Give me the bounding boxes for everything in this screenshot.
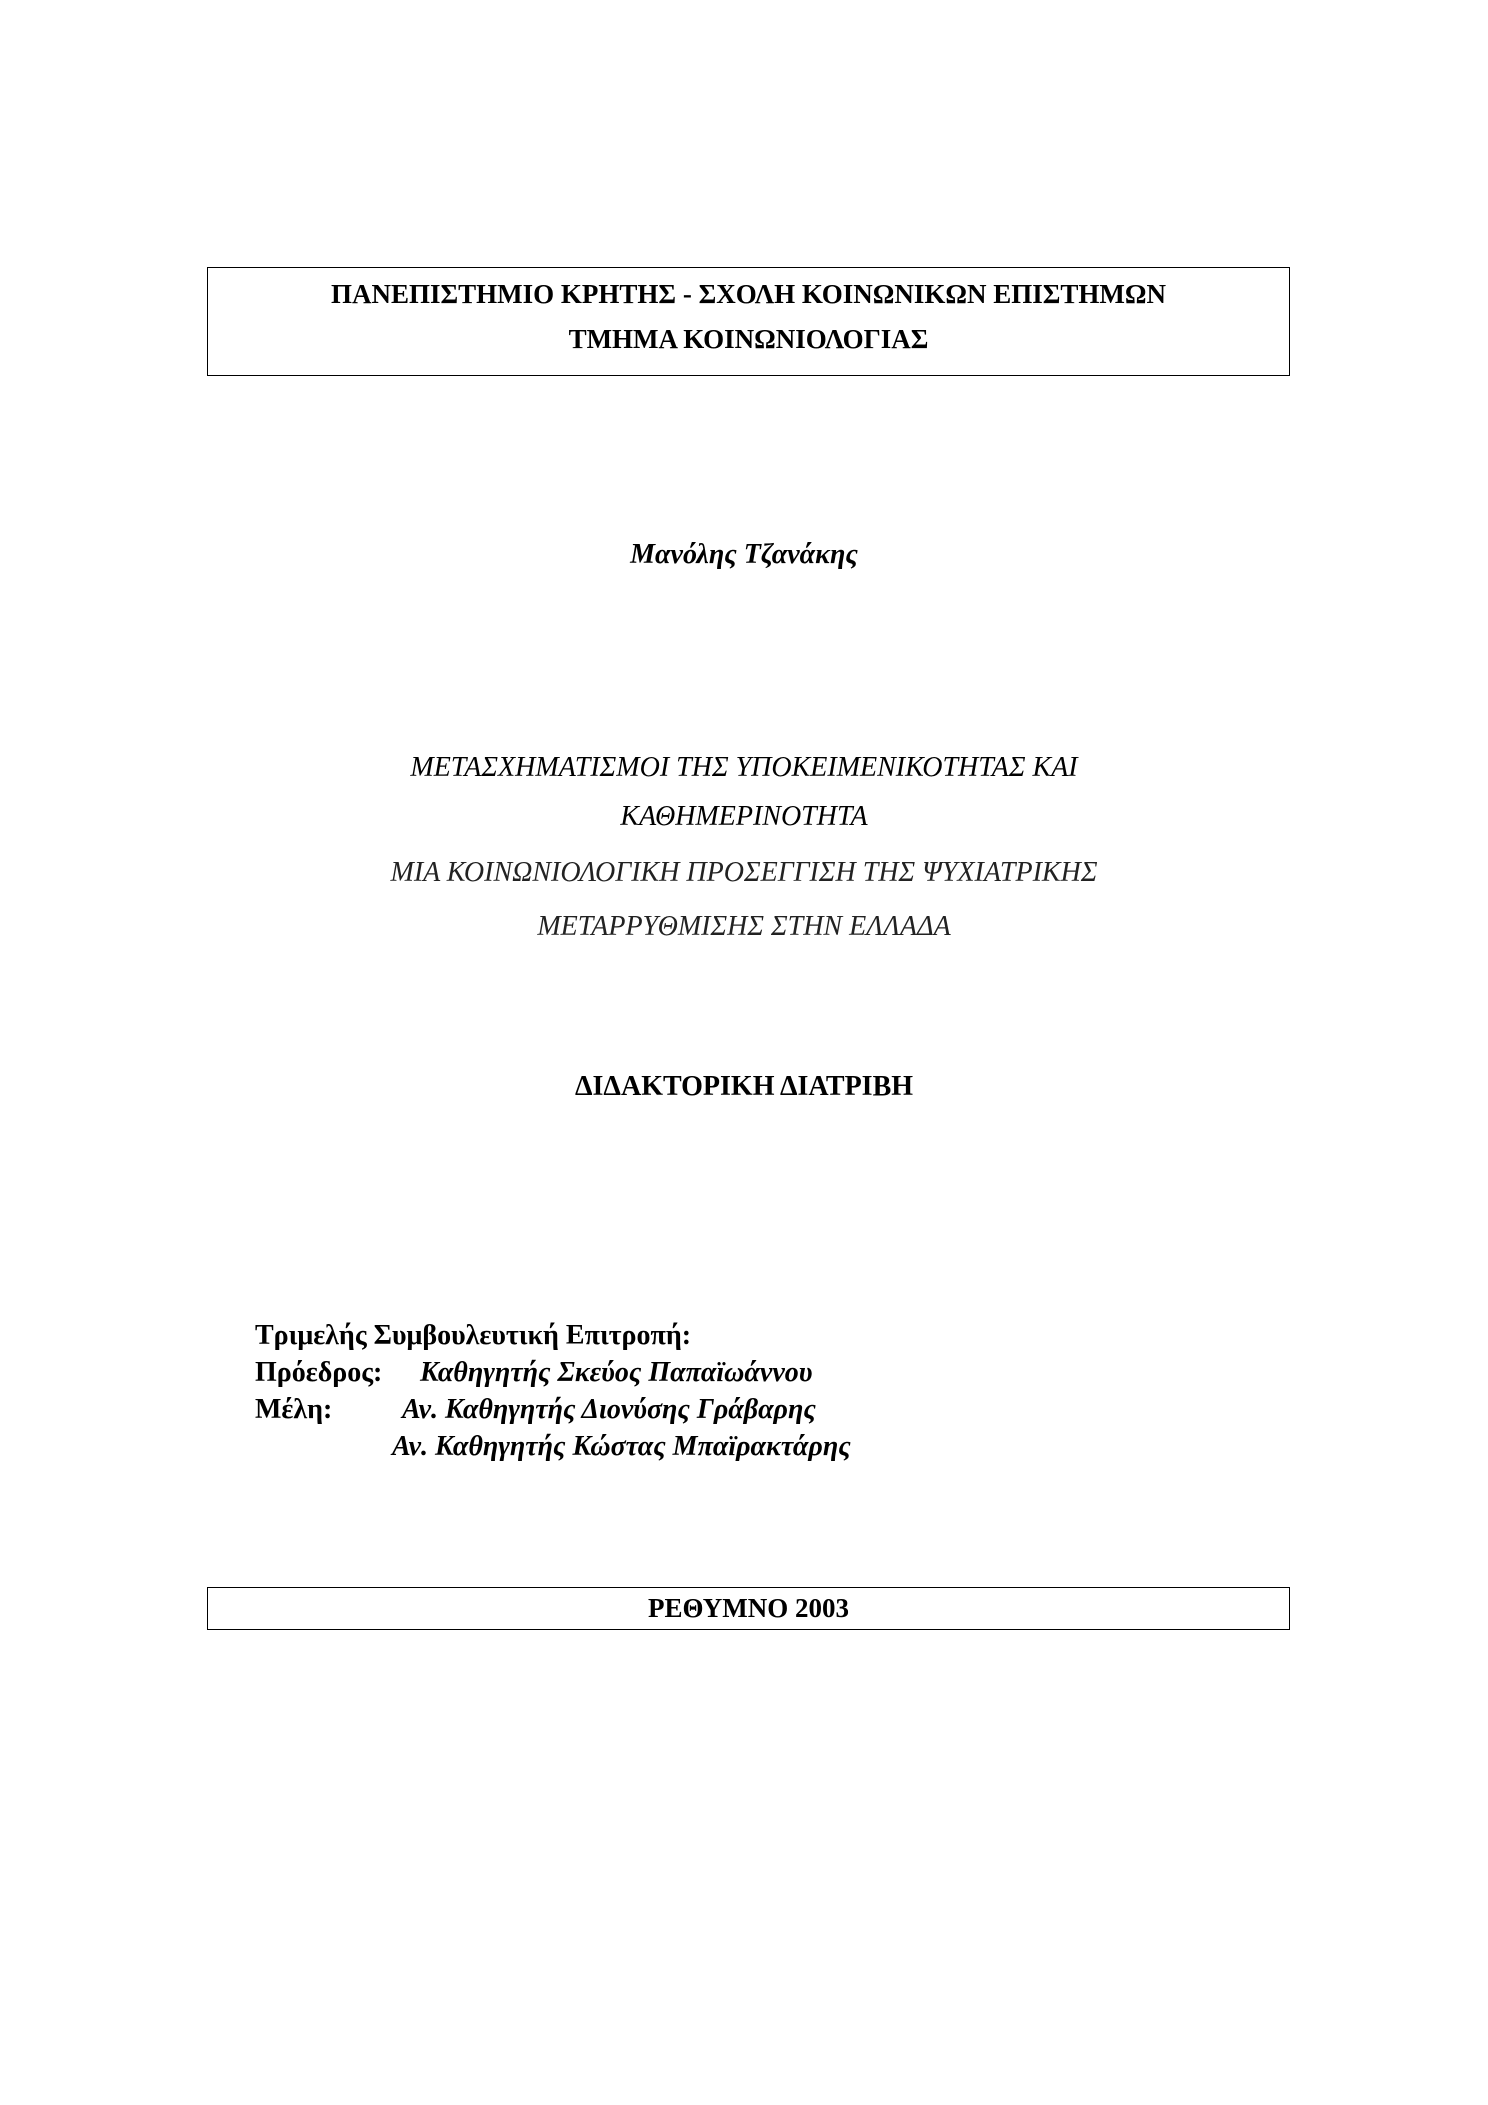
thesis-subtitle-line-2: ΜΕΤΑΡΡΥΘΜΙΣΗΣ ΣΤΗΝ ΕΛΛΑΔΑ [537, 911, 951, 942]
member-name: Αν. Καθηγητής Διονύσης Γράβαρης [402, 1394, 816, 1425]
institution-name: ΠΑΝΕΠΙΣΤΗΜΙΟ ΚΡΗΤΗΣ - ΣΧΟΛΗ ΚΟΙΝΩΝΙΚΩΝ ΕΠΙΣΤΗΜΩΝ [331, 279, 1166, 309]
committee-member-row [255, 1428, 851, 1465]
place-year-box [207, 1587, 1290, 1630]
author-name: Μανόλης Τζανάκης [630, 539, 858, 570]
chair-label: Πρόεδρος: [255, 1357, 383, 1388]
committee-chair-row [255, 1354, 851, 1391]
members-label: Μέλη: [255, 1394, 333, 1425]
member-name: Αν. Καθηγητής Κώστας Μπαϊρακτάρης [392, 1431, 851, 1462]
place-year: ΡΕΘΥΜΝΟ 2003 [647, 1593, 850, 1623]
thesis-subtitle-line-1: ΜΙΑ ΚΟΙΝΩΝΙΟΛΟΓΙΚΗ ΠΡΟΣΕΓΓΙΣΗ ΤΗΣ ΨΥΧΙΑΤΡΙΚΗΣ [390, 857, 1098, 888]
thesis-title-line-2: ΚΑΘΗΜΕΡΙΝΟΤΗΤΑ [620, 801, 868, 832]
document-type: ΔΙΔΑΚΤΟΡΙΚΗ ΔΙΑΤΡΙΒΗ [574, 1071, 914, 1102]
thesis-title-line-1: ΜΕΤΑΣΧΗΜΑΤΙΣΜΟΙ ΤΗΣ ΥΠΟΚΕΙΜΕΝΙΚΟΤΗΤΑΣ ΚΑΙ [410, 752, 1078, 783]
committee-member-row [255, 1391, 851, 1428]
chair-name: Καθηγητής Σκεύος Παπαϊωάννου [420, 1357, 813, 1388]
institution-header-box [207, 267, 1290, 376]
committee-heading: Τριμελής Συμβουλευτική Επιτροπή: [255, 1320, 692, 1351]
advisory-committee [255, 1317, 851, 1465]
department-name: ΤΜΗΜΑ ΚΟΙΝΩΝΙΟΛΟΓΙΑΣ [568, 324, 929, 354]
